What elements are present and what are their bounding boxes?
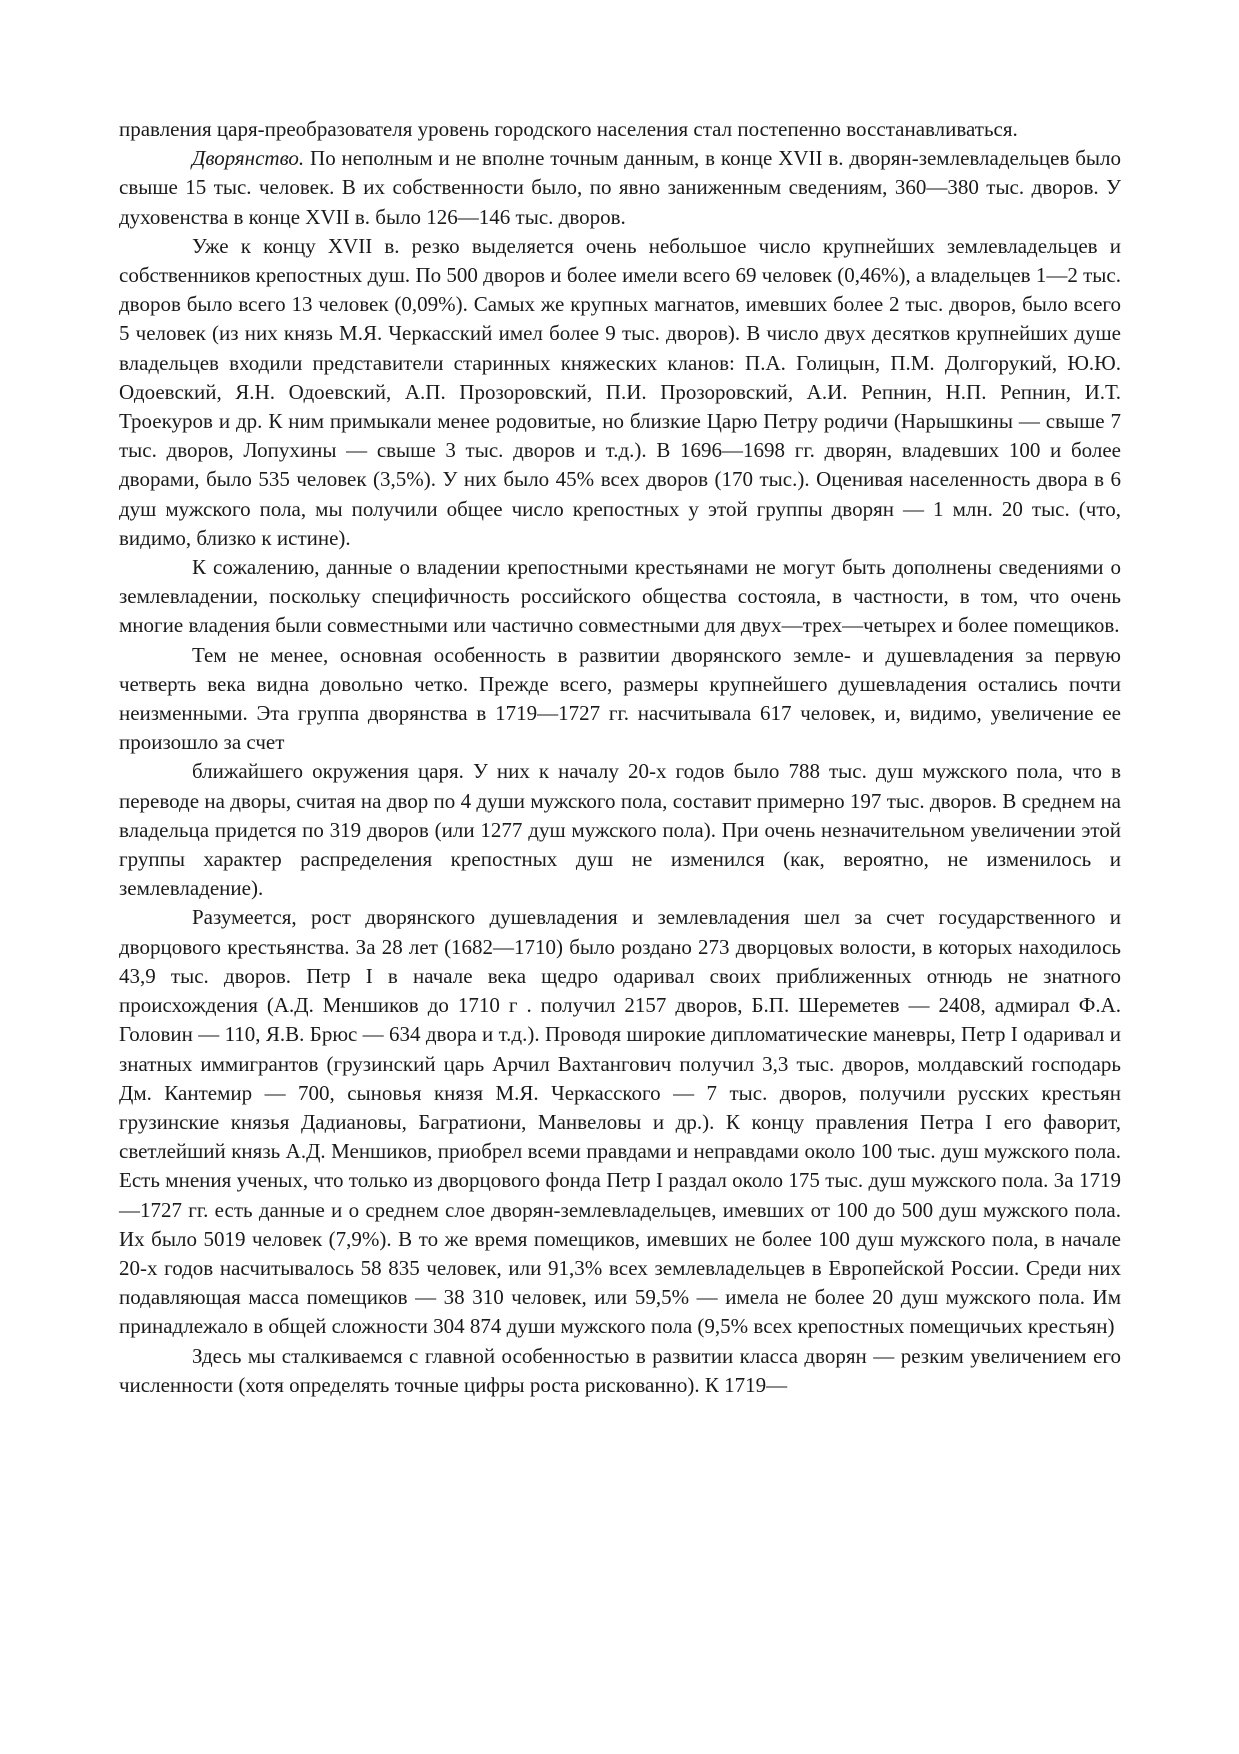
paragraph-6-text: ближайшего окружения царя. У них к началу 20-х годов было 788 тыс. душ мужского пола, что в переводе на дворы, считая на двор по 4 души мужского пола, составит примерно 197 тыс. дворов. В среднем на владельца придется по 319 дворов (или 1277 душ мужского пола). При очень незначительном увеличении этой группы характер распределения крепостных душ не изменился (как, вероятно, не изменилось и землевладение). — [119, 759, 1121, 901]
paragraph-1-text: правления царя-преобразователя уровень городского населения стал постепенно восстанавливаться. — [119, 117, 1018, 141]
paragraph-8 — [119, 1342, 1121, 1400]
paragraph-8-text: Здесь мы сталкиваемся с главной особенностью в развитии класса дворян — резким увеличением его численности (хотя определять точные цифры роста рискованно). К 1719— — [119, 1343, 1121, 1397]
paragraph-6 — [119, 757, 1121, 903]
paragraph-2 — [119, 144, 1121, 232]
paragraph-7-text: Разумеется, рост дворянского душевладения и землевладения шел за счет государственного и дворцового крестьянства. За 28 лет (1682—1710) было роздано 273 дворцовых волости, в которых находилось 43,9 тыс. дворов. Петр I в начале века щедро одаривал своих приближенных отнюдь не знатного происхождения (А.Д. Меншиков до 1710 г . получил 2157 дворов, Б.П. Шереметев — 2408, адмирал Ф.А. Головин — 110, Я.В. Брюс — 634 двора и т.д.). Проводя широкие дипломатические маневры, Петр I одаривал и знатных иммигрантов (грузинский царь Арчил Вахтангович получил 3,3 тыс. дворов, молдавский господарь Дм. Кантемир — 700, сыновья князя М.Я. Черкасского — 7 тыс. дворов, получили русских крестьян грузинские князья Дадиановы, Багратиони, Манвеловы и др.). К концу правления Петра I его фаворит, светлейший князь А.Д. Меншиков, приобрел всеми правдами и неправдами около 100 тыс. душ мужского пола. Есть мнения ученых, что только из дворцового фонда Петр I раздал около 175 тыс. душ мужского пола. За 1719—1727 гг. есть данные и о среднем слое дворян-землевладельцев, имевших от 100 до 500 душ мужского пола. Их было 5019 человек (7,9%). В то же время помещиков, имевших не более 100 душ мужского пола, в начале 20-х годов насчитывалось 58 835 человек, или 91,3% всех землевладельцев в Европейской России. Среди них подавляющая масса помещиков — 38 310 человек, или 59,5% — имела не более 20 душ мужского пола. Им принадлежало в общей сложности 304 874 души мужского пола (9,5% всех крепостных помещичьих крестьян) — [119, 905, 1121, 1339]
paragraph-4-text: К сожалению, данные о владении крепостными крестьянами не могут быть дополнены сведениями о землевладении, поскольку специфичность российского общества состояла, в частности, в том, что очень многие владения были совместными или частично совместными для двух—трех—четырех и более помещиков. — [119, 555, 1121, 638]
paragraph-5-text: Тем не менее, основная особенность в развитии дворянского земле- и душевладения за первую четверть века видна довольно четко. Прежде всего, размеры крупнейшего душевладения остались почти неизменными. Эта группа дворянства в 1719—1727 гг. насчитывала 617 человек, и, видимо, увеличение ее произошло за счет — [119, 642, 1121, 755]
paragraph-1 — [119, 115, 1121, 144]
paragraph-3-text: Уже к концу XVII в. резко выделяется очень небольшое число крупнейших землевладельцев и собственников крепостных душ. По 500 дворов и более имели всего 69 человек (0,46%), а владельцев 1—2 тыс. дворов было всего 13 человек (0,09%). Самых же крупных магнатов, имевших более 2 тыс. дворов, было всего 5 человек (из них князь М.Я. Черкасский имел более 9 тыс. дворов). В число двух десятков крупнейших душе владельцев входили представители старинных княжеских кланов: П.А. Голицын, П.М. Долгорукий, Ю.Ю. Одоевский, Я.Н. Одоевский, А.П. Прозоровский, П.И. Прозоровский, А.И. Репнин, Н.П. Репнин, И.Т. Троекуров и др. К ним примыкали менее родовитые, но близкие Царю Петру родичи (Нарышкины — свыше 7 тыс. дворов, Лопухины — свыше 3 тыс. дворов и т.д.). В 1696—1698 гг. дворян, владевших 100 и более дворами, было 535 человек (3,5%). У них было 45% всех дворов (170 тыс.). Оценивая населенность двора в 6 душ мужского пола, мы получили общее число крепостных у этой группы дворян — 1 млн. 20 тыс. (что, видимо, близко к истине). — [119, 233, 1121, 550]
paragraph-5 — [119, 641, 1121, 758]
paragraph-3 — [119, 232, 1121, 553]
document-page — [119, 115, 1121, 1400]
paragraph-7 — [119, 903, 1121, 1341]
paragraph-2-text: По неполным и не вполне точным данным, в конце XVII в. дворян-землевладельцев было свыше 15 тыс. человек. В их собственности было, по явно заниженным сведениям, 360—380 тыс. дворов. У духовенства в конце XVII в. было 126—146 тыс. дворов. — [119, 146, 1121, 229]
paragraph-4 — [119, 553, 1121, 641]
section-lead-dvoryanstvo: Дворянство. — [192, 146, 305, 171]
